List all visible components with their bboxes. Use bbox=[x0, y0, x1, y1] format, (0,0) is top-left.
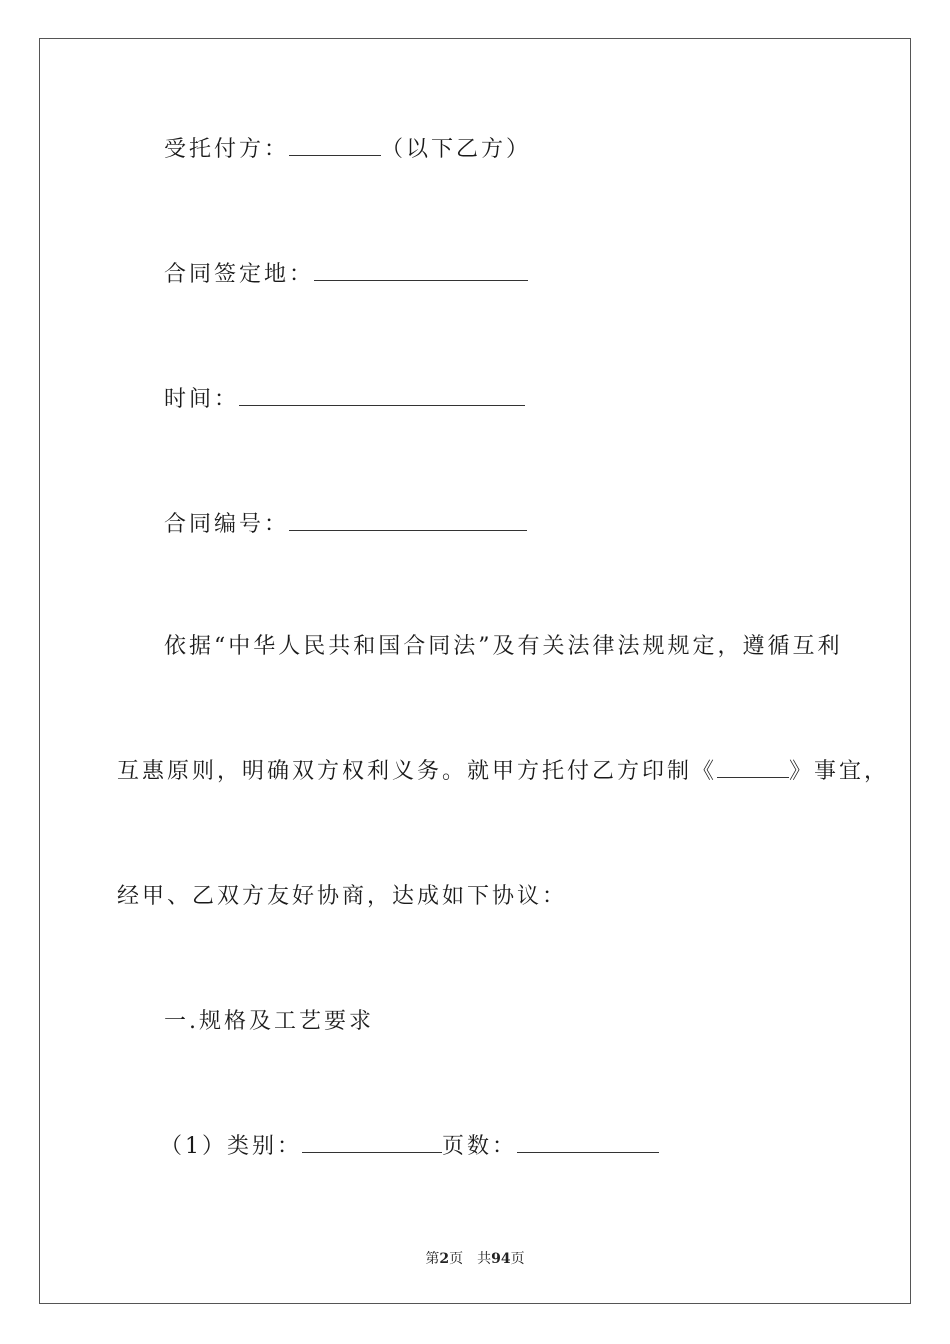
category-blank[interactable] bbox=[302, 1132, 442, 1153]
time-blank[interactable] bbox=[239, 385, 525, 406]
section-1-item-1 bbox=[160, 1132, 659, 1162]
footer-page-suffix: 页 bbox=[510, 1251, 525, 1267]
entrusted-party-line bbox=[164, 135, 531, 165]
preamble-line-2 bbox=[117, 757, 889, 787]
preamble-line-1: 依据“中华人民共和国合同法”及有关法律法规规定，遵循互利 bbox=[164, 634, 843, 659]
page-footer bbox=[0, 1248, 950, 1268]
entrusted-party-blank[interactable] bbox=[289, 135, 381, 156]
section-1-heading: 一.规格及工艺要求 bbox=[164, 1009, 374, 1034]
entrusted-party-label: 受托付方： bbox=[164, 137, 290, 162]
footer-page-prefix: 第 bbox=[425, 1251, 440, 1267]
preamble-line-3: 经甲、乙双方友好协商，达成如下协议： bbox=[117, 884, 568, 909]
footer-page-mid: 页 共 bbox=[449, 1251, 492, 1267]
signing-place-label: 合同签定地： bbox=[164, 262, 315, 287]
time-label: 时间： bbox=[164, 387, 240, 412]
entrusted-party-suffix: （以下乙方） bbox=[381, 137, 532, 162]
pages-label: 页数： bbox=[442, 1134, 518, 1159]
contract-number-line bbox=[164, 510, 527, 540]
pages-blank[interactable] bbox=[517, 1132, 659, 1153]
preamble-line-2-suffix: 》事宜， bbox=[789, 759, 890, 784]
signing-place-line bbox=[164, 260, 528, 290]
contract-number-label: 合同编号： bbox=[164, 512, 290, 537]
category-label: （1）类别： bbox=[160, 1134, 302, 1159]
time-line bbox=[164, 385, 525, 415]
preamble-line-2-prefix: 互惠原则，明确双方权利义务。就甲方托付乙方印制《 bbox=[117, 759, 718, 784]
page-border bbox=[39, 38, 911, 1304]
contract-number-blank[interactable] bbox=[289, 510, 527, 531]
footer-page-total: 94 bbox=[491, 1251, 511, 1267]
signing-place-blank[interactable] bbox=[314, 260, 528, 281]
book-title-blank[interactable] bbox=[717, 757, 789, 778]
footer-page-current: 2 bbox=[439, 1251, 450, 1267]
